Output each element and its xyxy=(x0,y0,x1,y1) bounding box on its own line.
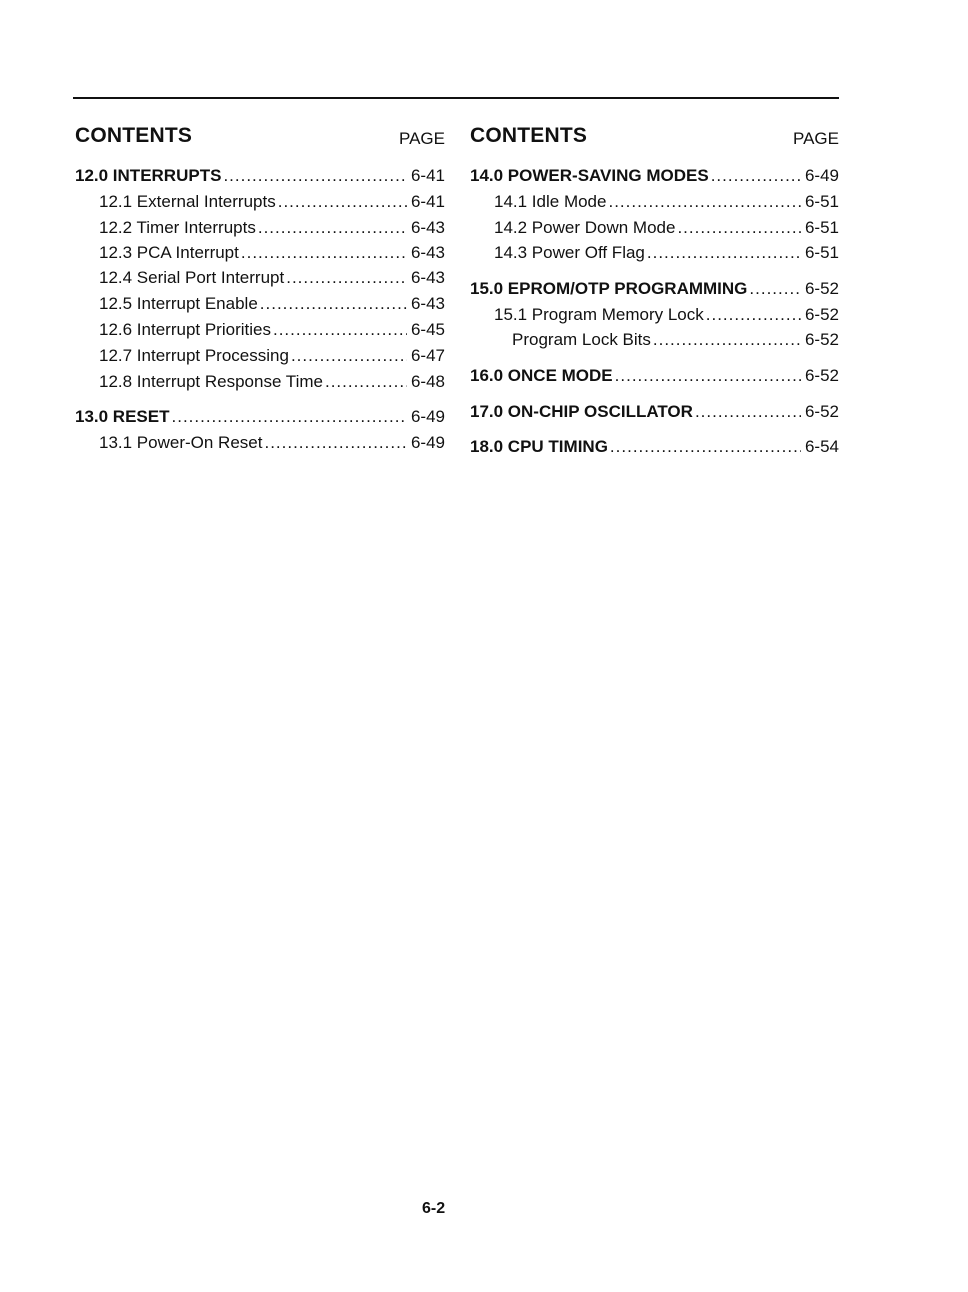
leader-dots xyxy=(258,218,407,238)
toc-entry-page: 6-52 xyxy=(804,366,839,385)
toc-entry-cpu-timing[interactable] xyxy=(470,437,839,457)
toc-entry-pca-interrupt[interactable] xyxy=(75,243,445,263)
leader-dots xyxy=(749,279,801,299)
toc-entry-label: 12.5 Interrupt Enable xyxy=(99,294,258,313)
toc-entry-power-on-reset[interactable] xyxy=(75,433,445,453)
toc-entry-interrupt-priorities[interactable] xyxy=(75,320,445,340)
contents-title: CONTENTS xyxy=(75,124,193,147)
page-column-label: PAGE xyxy=(793,129,839,148)
toc-header xyxy=(75,120,445,160)
toc-column-right xyxy=(470,120,839,456)
leader-dots xyxy=(223,166,407,186)
toc-entry-label: 14.1 Idle Mode xyxy=(494,192,607,211)
toc-entry-label: 18.0 CPU TIMING xyxy=(470,437,608,456)
leader-dots xyxy=(241,243,407,263)
leader-dots xyxy=(278,192,407,212)
toc-entry-label: 12.6 Interrupt Priorities xyxy=(99,320,271,339)
toc-entry-label: 12.8 Interrupt Response Time xyxy=(99,372,323,391)
toc-entry-page: 6-41 xyxy=(410,166,445,185)
toc-entry-label: 15.0 EPROM/OTP PROGRAMMING xyxy=(470,279,748,298)
toc-entry-label: 14.0 POWER-SAVING MODES xyxy=(470,166,709,185)
toc-entry-interrupt-response-time[interactable] xyxy=(75,372,445,392)
toc-entry-label: 14.3 Power Off Flag xyxy=(494,243,645,262)
leader-dots xyxy=(615,366,801,386)
leader-dots xyxy=(325,372,407,392)
toc-entry-interrupt-enable[interactable] xyxy=(75,294,445,314)
leader-dots xyxy=(653,330,801,350)
leader-dots xyxy=(647,243,801,263)
toc-entry-label: 12.2 Timer Interrupts xyxy=(99,218,256,237)
toc-entry-interrupts[interactable] xyxy=(75,166,445,186)
toc-entry-page: 6-41 xyxy=(410,192,445,211)
leader-dots xyxy=(286,268,407,288)
leader-dots xyxy=(291,346,407,366)
toc-header xyxy=(470,120,839,160)
toc-entry-page: 6-48 xyxy=(410,372,445,391)
toc-entry-idle-mode[interactable] xyxy=(470,192,839,212)
toc-entry-page: 6-49 xyxy=(410,433,445,452)
leader-dots xyxy=(273,320,407,340)
toc-entry-page: 6-51 xyxy=(804,243,839,262)
toc-entry-label: 15.1 Program Memory Lock xyxy=(494,305,704,324)
leader-dots xyxy=(260,294,407,314)
leader-dots xyxy=(677,218,801,238)
toc-entry-page: 6-47 xyxy=(410,346,445,365)
toc-entry-page: 6-45 xyxy=(410,320,445,339)
toc-entry-page: 6-52 xyxy=(804,330,839,349)
toc-entry-on-chip-oscillator[interactable] xyxy=(470,402,839,422)
toc-entry-label: 16.0 ONCE MODE xyxy=(470,366,613,385)
toc-entry-page: 6-49 xyxy=(410,407,445,426)
top-rule xyxy=(73,97,839,99)
leader-dots xyxy=(711,166,801,186)
toc-entry-label: 17.0 ON-CHIP OSCILLATOR xyxy=(470,402,693,421)
toc-entry-label: 12.7 Interrupt Processing xyxy=(99,346,289,365)
toc-entry-power-saving-modes[interactable] xyxy=(470,166,839,186)
toc-entry-reset[interactable] xyxy=(75,407,445,427)
toc-entry-page: 6-51 xyxy=(804,192,839,211)
toc-entry-label: 13.1 Power-On Reset xyxy=(99,433,263,452)
toc-entry-page: 6-43 xyxy=(410,268,445,287)
toc-entry-page: 6-43 xyxy=(410,243,445,262)
toc-entry-eprom-otp-programming[interactable] xyxy=(470,279,839,299)
leader-dots xyxy=(706,305,801,325)
toc-entry-label: 12.1 External Interrupts xyxy=(99,192,276,211)
toc-entry-interrupt-processing[interactable] xyxy=(75,346,445,366)
leader-dots xyxy=(608,192,801,212)
toc-entry-external-interrupts[interactable] xyxy=(75,192,445,212)
toc-entry-label: 12.0 INTERRUPTS xyxy=(75,166,222,185)
toc-entry-power-off-flag[interactable] xyxy=(470,243,839,263)
leader-dots xyxy=(610,437,801,457)
toc-entry-page: 6-52 xyxy=(804,402,839,421)
toc-column-left xyxy=(75,120,445,452)
toc-entry-page: 6-52 xyxy=(804,305,839,324)
toc-entry-label: Program Lock Bits xyxy=(512,330,651,349)
toc-entry-program-memory-lock[interactable] xyxy=(470,305,839,325)
toc-entry-once-mode[interactable] xyxy=(470,366,839,386)
toc-entry-page: 6-49 xyxy=(804,166,839,185)
leader-dots xyxy=(695,402,801,422)
toc-entry-label: 12.3 PCA Interrupt xyxy=(99,243,239,262)
toc-entry-timer-interrupts[interactable] xyxy=(75,218,445,238)
toc-entry-label: 14.2 Power Down Mode xyxy=(494,218,676,237)
footer-page-number: 6-2 xyxy=(422,1200,446,1217)
toc-entry-label: 13.0 RESET xyxy=(75,407,170,426)
leader-dots xyxy=(172,407,407,427)
contents-title: CONTENTS xyxy=(470,124,588,147)
toc-entry-page: 6-43 xyxy=(410,218,445,237)
toc-entry-page: 6-54 xyxy=(804,437,839,456)
toc-entry-page: 6-52 xyxy=(804,279,839,298)
toc-entry-power-down-mode[interactable] xyxy=(470,218,839,238)
toc-entry-page: 6-43 xyxy=(410,294,445,313)
toc-entry-label: 12.4 Serial Port Interrupt xyxy=(99,268,285,287)
toc-entry-program-lock-bits[interactable] xyxy=(470,330,839,350)
toc-entry-page: 6-51 xyxy=(804,218,839,237)
leader-dots xyxy=(264,433,407,453)
toc-entry-serial-port-interrupt[interactable] xyxy=(75,268,445,288)
page-column-label: PAGE xyxy=(399,129,445,148)
